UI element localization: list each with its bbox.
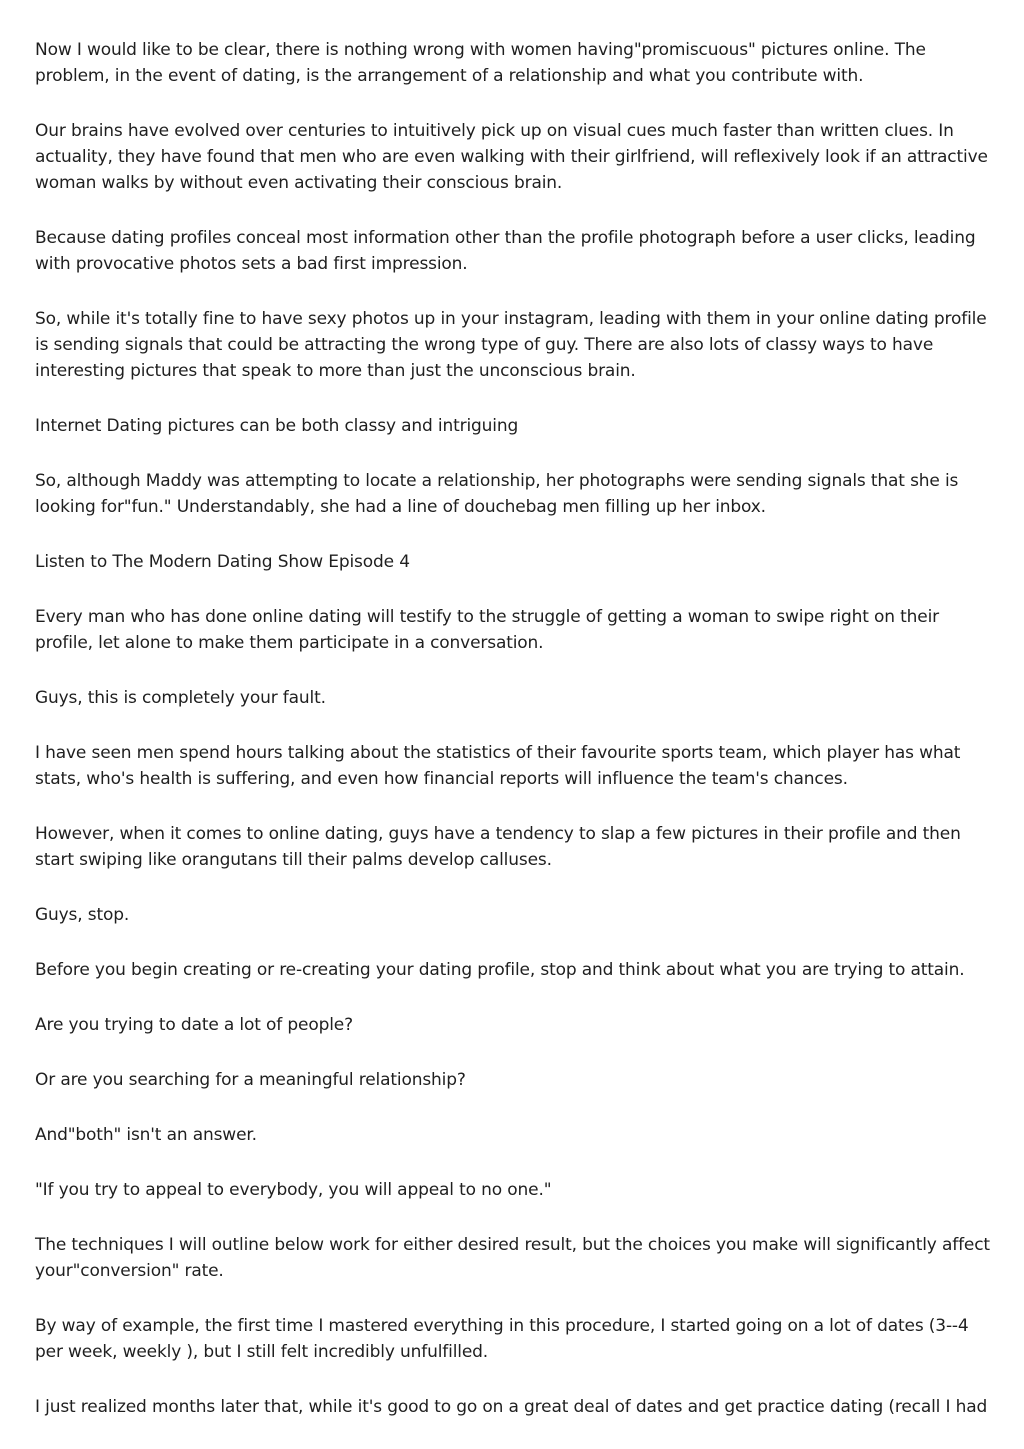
paragraph: So, although Maddy was attempting to locate a relationship, her photographs were sending signals that she is looking for"fun." Understandably, she had a line of douchebag men filling up her inbox.: [35, 471, 959, 517]
paragraph: However, when it comes to online dating, guys have a tendency to slap a few pictures in their profile and then start swiping like orangutans till their palms develop calluses.: [35, 824, 961, 870]
paragraph: Because dating profiles conceal most information other than the profile photograph before a user clicks, leading with provocative photos sets a bad first impression.: [35, 228, 976, 274]
paragraph: I just realized months later that, while it's good to go on a great deal of dates and get practice dating (recall I had: [35, 1397, 988, 1417]
paragraph: Every man who has done online dating will testify to the struggle of getting a woman to swipe right on their profile, let alone to make them participate in a conversation.: [35, 607, 939, 653]
paragraph: Internet Dating pictures can be both classy and intriguing: [35, 416, 519, 436]
paragraph: I have seen men spend hours talking about the statistics of their favourite sports team, which player has what stats, who's health is suffering, and even how financial reports will influence the team's chances.: [35, 743, 961, 789]
paragraph: Guys, stop.: [35, 905, 130, 925]
paragraph: So, while it's totally fine to have sexy photos up in your instagram, leading with them in your online dating profile is sending signals that could be attracting the wrong type of guy. There are also lots of classy ways to have interesting pictures that speak to more than just the unconscious brain.: [35, 309, 987, 381]
article-body: [35, 37, 995, 1449]
paragraph: The techniques I will outline below work for either desired result, but the choices you make will significantly affect your"conversion" rate.: [35, 1235, 990, 1281]
paragraph: Are you trying to date a lot of people?: [35, 1015, 353, 1035]
paragraph: And"both" isn't an answer.: [35, 1125, 257, 1145]
paragraph: Before you begin creating or re-creating your dating profile, stop and think about what you are trying to attain.: [35, 960, 965, 980]
paragraph: Or are you searching for a meaningful relationship?: [35, 1070, 466, 1090]
paragraph: By way of example, the first time I mastered everything in this procedure, I started going on a lot of dates (3--4 per week, weekly ), but I still felt incredibly unfulfilled.: [35, 1316, 969, 1362]
paragraph: "If you try to appeal to everybody, you will appeal to no one.": [35, 1180, 552, 1200]
paragraph: Now I would like to be clear, there is nothing wrong with women having"promiscuous" pictures online. The problem, in the event of dating, is the arrangement of a relationship and what you contribute with.: [35, 40, 926, 86]
paragraph: Listen to The Modern Dating Show Episode 4: [35, 552, 410, 572]
paragraph: Guys, this is completely your fault.: [35, 688, 326, 708]
paragraph: Our brains have evolved over centuries to intuitively pick up on visual cues much faster than written clues. In actuality, they have found that men who are even walking with their girlfriend, will reflexively look if an attractive woman walks by without even activating their conscious brain.: [35, 121, 988, 193]
